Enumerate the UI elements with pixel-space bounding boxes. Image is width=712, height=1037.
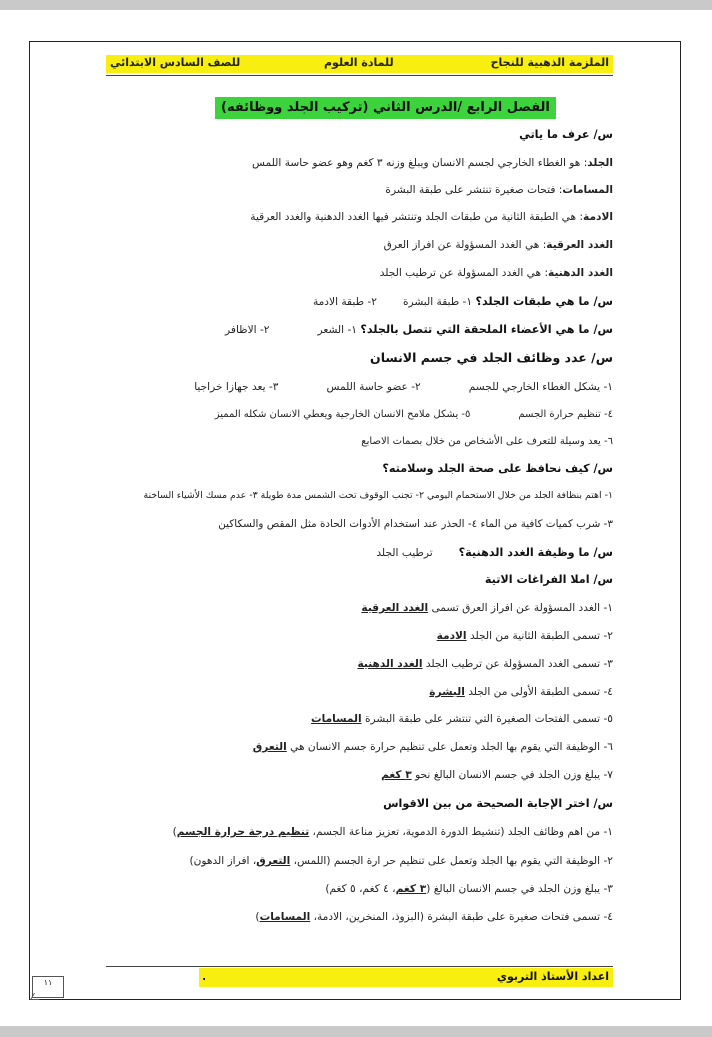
definition-pores — [385, 184, 613, 196]
lesson-title: الفصل الرابع /الدرس الثاني (تركيب الجلد ووظائفه) — [215, 97, 556, 119]
fill-text: ٧- يبلغ وزن الجلد في جسم الانسان البالغ نحو — [411, 769, 613, 781]
list-item: ٣- يعد جهازا خراجيا — [194, 381, 279, 393]
q4-row-3: ٦- يعد وسيلة للتعرف على الأشخاص من خلال بصمات الاصابع — [361, 436, 613, 447]
q1-heading: س/ عرف ما ياتي — [519, 128, 613, 141]
fill-text: ٤- تسمى الطبقة الأولى من الجلد — [464, 686, 613, 698]
choice-text: ٣- يبلغ وزن الجلد في جسم الانسان البالغ ( — [426, 883, 613, 895]
q6-line — [376, 546, 613, 559]
q5-line-1: ١- اهتم بنظافة الجلد من خلال الاستحمام اليومي ٢- تجنب الوقوف تحت الشمس مدة طويلة ٣- عدم مسك الأشياء الساخنة — [143, 490, 613, 501]
choice-item — [190, 855, 614, 867]
header-divider — [106, 75, 613, 76]
fill-text: ١- الغدد المسؤولة عن افراز العرق تسمى — [428, 602, 613, 614]
q5-heading: س/ كيف نحافظ على صحة الجلد وسلامته؟ — [382, 462, 613, 475]
q4-row-2 — [215, 409, 613, 420]
term: الغدد العرقية — [546, 239, 613, 251]
term: المسامات — [562, 184, 613, 196]
choice-text: ٤- تسمى فتحات صغيرة على طبقة البشرة (البزوذ، المنخرين، الادمة، — [310, 911, 613, 923]
fill-answer: الادمة — [436, 630, 467, 642]
definition-text: : فتحات صغيرة تنتشر على طبقة البشرة — [385, 184, 563, 196]
choice-text: ١- من اهم وظائف الجلد (تنشيط الدورة الدموية، تعزيز مناعة الجسم، — [309, 826, 613, 838]
fill-item — [357, 658, 613, 670]
choice-item — [255, 911, 613, 923]
q6-answer: ترطيب الجلد — [376, 547, 433, 559]
choice-answer: ٣ كغم — [395, 883, 427, 895]
header-bar — [106, 55, 613, 73]
choice-text: ٢- الوظيفة التي يقوم بها الجلد وتعمل على تنظيم حر ارة الجسم (اللمس، — [290, 855, 613, 867]
footer-author: اعداد الأستاذ التربوي — [496, 970, 609, 983]
fill-item — [381, 769, 613, 781]
definition-sweat-glands — [384, 239, 613, 251]
choice-answer: التعرق — [256, 855, 291, 867]
fill-answer: المسامات — [310, 713, 362, 725]
choice-text: ) — [172, 826, 177, 838]
definition-text: : هي الطبقة الثانية من طبقات الجلد وتنتشر فيها الغدد الدهنية والغدد العرقية — [250, 211, 584, 223]
q4-heading: س/ عدد وظائف الجلد في جسم الانسان — [370, 350, 613, 365]
choice-item — [325, 883, 613, 895]
q2-answer-1: ١- طبقة البشرة — [402, 296, 473, 308]
fill-item — [253, 741, 613, 753]
q8-heading: س/ اختر الإجابة الصحيحة من بين الاقواس — [383, 797, 613, 810]
footer-dot: . — [202, 970, 207, 983]
definition-text: : هي الغدد المسؤولة عن ترطيب الجلد — [379, 267, 549, 279]
choice-answer: المسامات — [259, 911, 311, 923]
list-item: ١- يشكل الغطاء الخارجي للجسم — [468, 381, 613, 393]
top-edge — [0, 0, 712, 10]
q3-answer-1: ١- الشعر — [317, 324, 357, 336]
q7-heading: س/ املا الفراغات الاتية — [484, 573, 613, 586]
page-number: ١١ — [32, 976, 64, 998]
fill-text: ٥- تسمى الفتحات الصغيرة التي تنتشر على طبقة البشرة — [361, 713, 613, 725]
fill-text: ٦- الوظيفة التي يقوم بها الجلد وتعمل على تنظيم حرارة جسم الانسان هي — [286, 741, 613, 753]
q3-answer-2: ٢- الاظافر — [225, 324, 270, 336]
fill-answer: التعرق — [252, 741, 287, 753]
fill-answer: الغدد الدهنية — [357, 658, 423, 670]
list-item: ٢- عضو حاسة اللمس — [326, 381, 421, 393]
choice-answer: تنظيم درجة حرارة الجسم — [176, 826, 310, 838]
q6-heading: س/ ما وظيفة الغدد الدهنية؟ — [458, 546, 613, 559]
bottom-edge — [0, 1026, 712, 1037]
list-item: ٥- يشكل ملامح الانسان الخارجية ويعطي الانسان شكله المميز — [214, 409, 471, 420]
fill-text: ٣- تسمى الغدد المسؤولة عن ترطيب الجلد — [422, 658, 613, 670]
q4-row-1 — [194, 381, 613, 393]
q2-line — [313, 295, 613, 308]
term: الغدد الدهنية — [548, 267, 613, 279]
term: الادمة — [583, 211, 613, 223]
q5-line-2: ٣- شرب كميات كافية من الماء ٤- الحذر عند استخدام الأدوات الحادة مثل المقص والسكاكين — [218, 518, 613, 530]
header-grade: للصف السادس الابتدائي — [110, 56, 241, 69]
choice-text: ) — [255, 911, 260, 923]
fill-item — [429, 686, 613, 698]
fill-item — [437, 630, 613, 642]
fill-answer: ٣ كغم — [381, 769, 412, 781]
list-item: ٤- تنظيم حرارة الجسم — [518, 409, 613, 420]
fill-text: ٢- تسمى الطبقة الثانية من الجلد — [466, 630, 613, 642]
fill-item — [361, 602, 613, 614]
q2-answer-2: ٢- طبقة الادمة — [312, 296, 377, 308]
term: الجلد — [587, 157, 613, 169]
footer-divider — [106, 966, 613, 967]
q3-line — [225, 323, 613, 336]
q2-heading: س/ ما هي طبقات الجلد؟ — [475, 295, 613, 308]
definition-text: : هو الغطاء الخارجي لجسم الانسان ويبلغ وزنه ٣ كغم وهو عضو حاسة اللمس — [252, 157, 588, 169]
header-subject: للمادة العلوم — [324, 56, 394, 69]
definition-sebaceous-glands — [380, 267, 613, 279]
fill-answer: الغدد العرقية — [361, 602, 429, 614]
fill-answer: البشرة — [429, 686, 465, 698]
header-series-name: الملزمة الذهبية للنجاح — [490, 56, 609, 69]
definition-text: : هي الغدد المسؤولة عن افراز العرق — [383, 239, 547, 251]
definition-dermis — [250, 211, 613, 223]
footer-bar — [199, 968, 613, 987]
choice-text: ، افراز الدهون) — [189, 855, 257, 867]
choice-text: ، ٤ كغم، ٥ كغم) — [325, 883, 396, 895]
q3-heading: س/ ما هي الأعضاء الملحقة التي تتصل بالجلد؟ — [360, 323, 613, 336]
definition-skin — [252, 157, 613, 169]
choice-item — [173, 826, 613, 838]
fill-item — [311, 713, 613, 725]
